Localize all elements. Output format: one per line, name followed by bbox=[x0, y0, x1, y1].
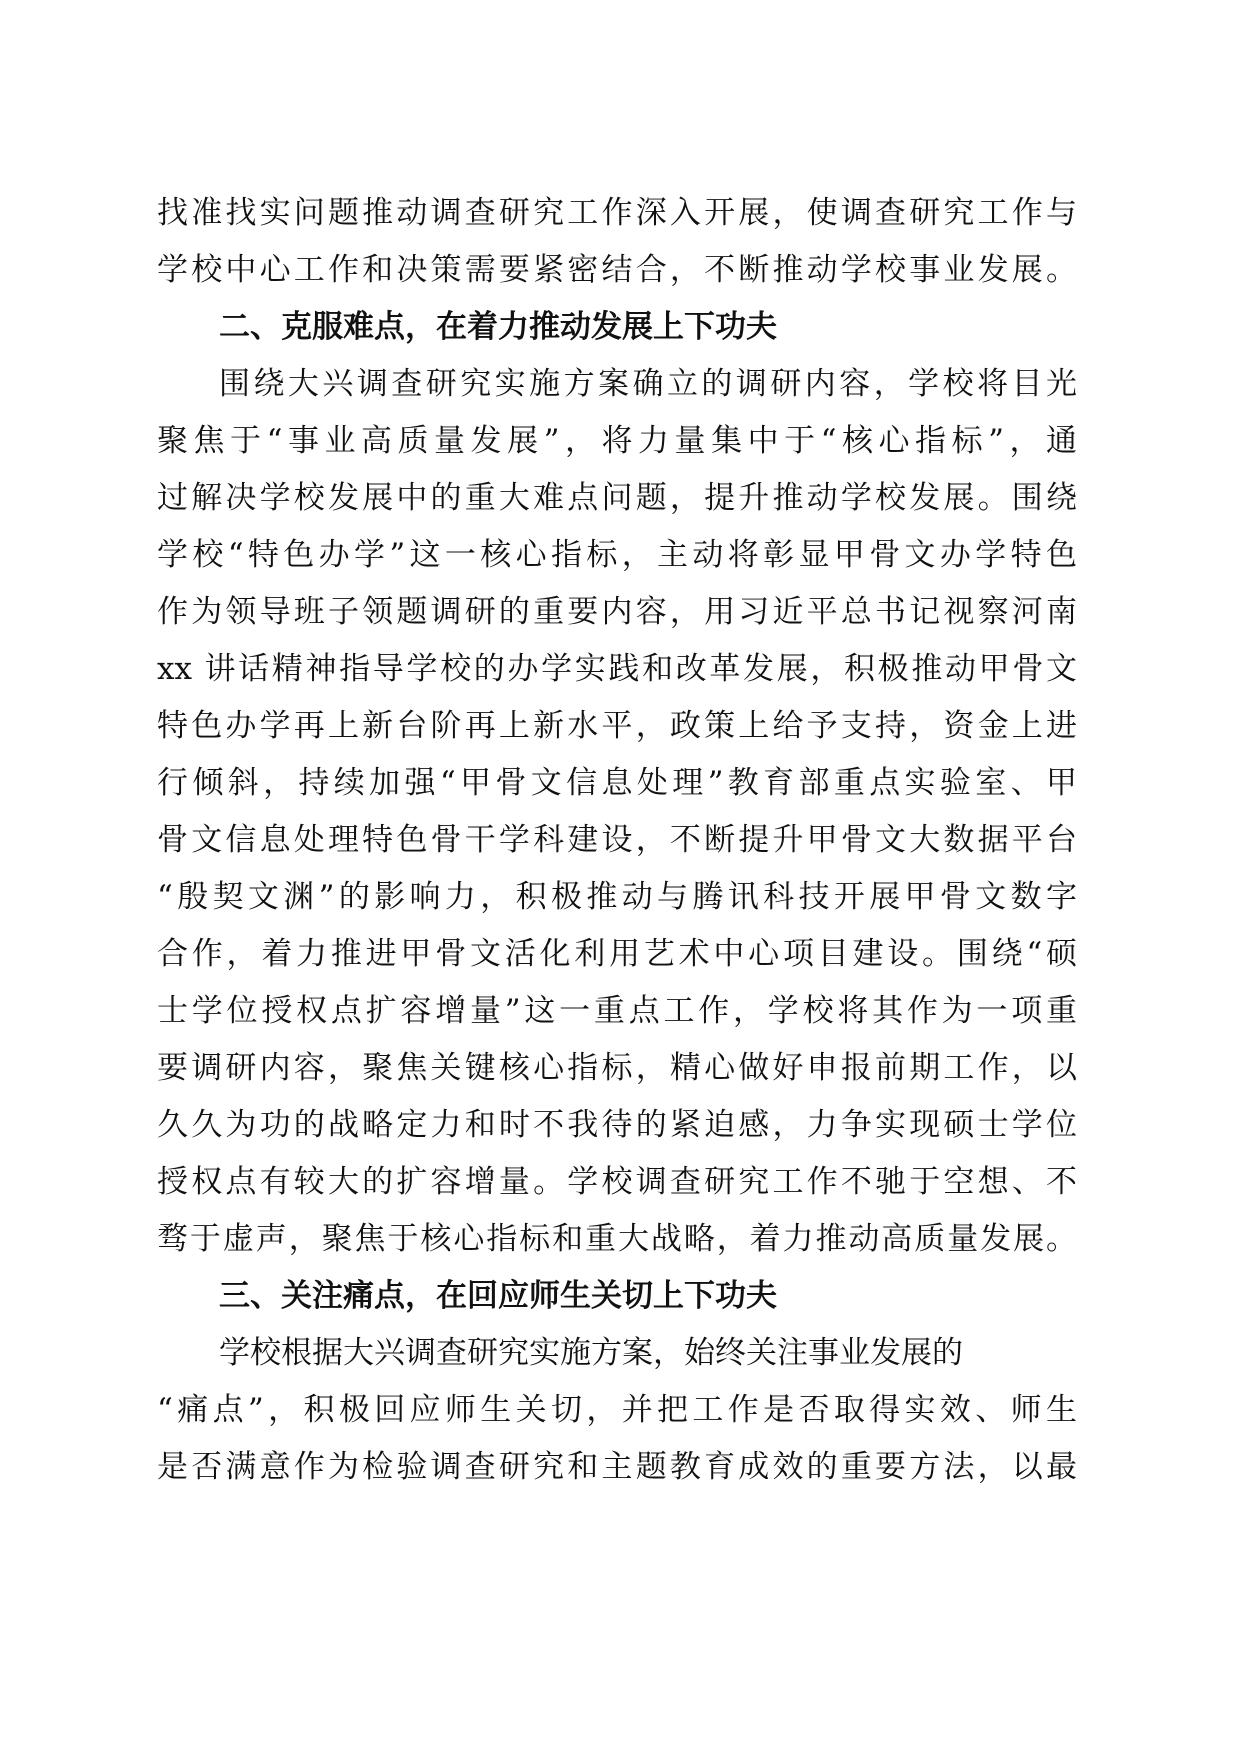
body-text-line: 要调研内容，聚焦关键核心指标，精心做好申报前期工作，以 bbox=[157, 1050, 1077, 1086]
body-text-line: 是否满意作为检验调查研究和主题教育成效的重要方法，以最 bbox=[157, 1449, 1077, 1485]
body-text-line: 围绕大兴调查研究实施方案确立的调研内容，学校将目光 bbox=[219, 366, 1077, 402]
body-text-line: 作为领导班子领题调研的重要内容，用习近平总书记视察河南 bbox=[157, 594, 1077, 630]
document-body bbox=[157, 185, 1077, 1496]
body-text-line: 聚焦于“事业高质量发展”，将力量集中于“核心指标”，通 bbox=[157, 423, 1077, 459]
body-text-line: 行倾斜，持续加强“甲骨文信息处理”教育部重点实验室、甲 bbox=[157, 765, 1077, 801]
body-text-line: 骨文信息处理特色骨干学科建设，不断提升甲骨文大数据平台 bbox=[157, 822, 1077, 858]
section-heading-3: 三、关注痛点，在回应师生关切上下功夫 bbox=[219, 1278, 777, 1314]
body-text-line: 学校中心工作和决策需要紧密结合，不断推动学校事业发展。 bbox=[157, 252, 1077, 288]
body-text-line: 找准找实问题推动调查研究工作深入开展，使调查研究工作与 bbox=[157, 195, 1077, 231]
body-text-line: 学校“特色办学”这一核心指标，主动将彰显甲骨文办学特色 bbox=[157, 537, 1077, 573]
body-text-line: 合作，着力推进甲骨文活化利用艺术中心项目建设。围绕“硕 bbox=[157, 936, 1077, 972]
body-text-line: 授权点有较大的扩容增量。学校调查研究工作不驰于空想、不 bbox=[157, 1164, 1077, 1200]
section-heading-2: 二、克服难点，在着力推动发展上下功夫 bbox=[219, 309, 777, 345]
body-text-line: xx 讲话精神指导学校的办学实践和改革发展，积极推动甲骨文 bbox=[157, 651, 1077, 687]
body-text-line: 骛于虚声，聚焦于核心指标和重大战略，着力推动高质量发展。 bbox=[157, 1221, 1077, 1257]
body-text-line: 久久为功的战略定力和时不我待的紧迫感，力争实现硕士学位 bbox=[157, 1107, 1077, 1143]
body-text-line: 特色办学再上新台阶再上新水平，政策上给予支持，资金上进 bbox=[157, 708, 1077, 744]
body-text-line: “痛点”，积极回应师生关切，并把工作是否取得实效、师生 bbox=[157, 1392, 1077, 1428]
body-text-line: 学校根据大兴调查研究实施方案，始终关注事业发展的 bbox=[219, 1335, 963, 1371]
body-text-line: “殷契文渊”的影响力，积极推动与腾讯科技开展甲骨文数字 bbox=[157, 879, 1077, 915]
body-text-line: 士学位授权点扩容增量”这一重点工作，学校将其作为一项重 bbox=[157, 993, 1077, 1029]
body-text-line: 过解决学校发展中的重大难点问题，提升推动学校发展。围绕 bbox=[157, 480, 1077, 516]
